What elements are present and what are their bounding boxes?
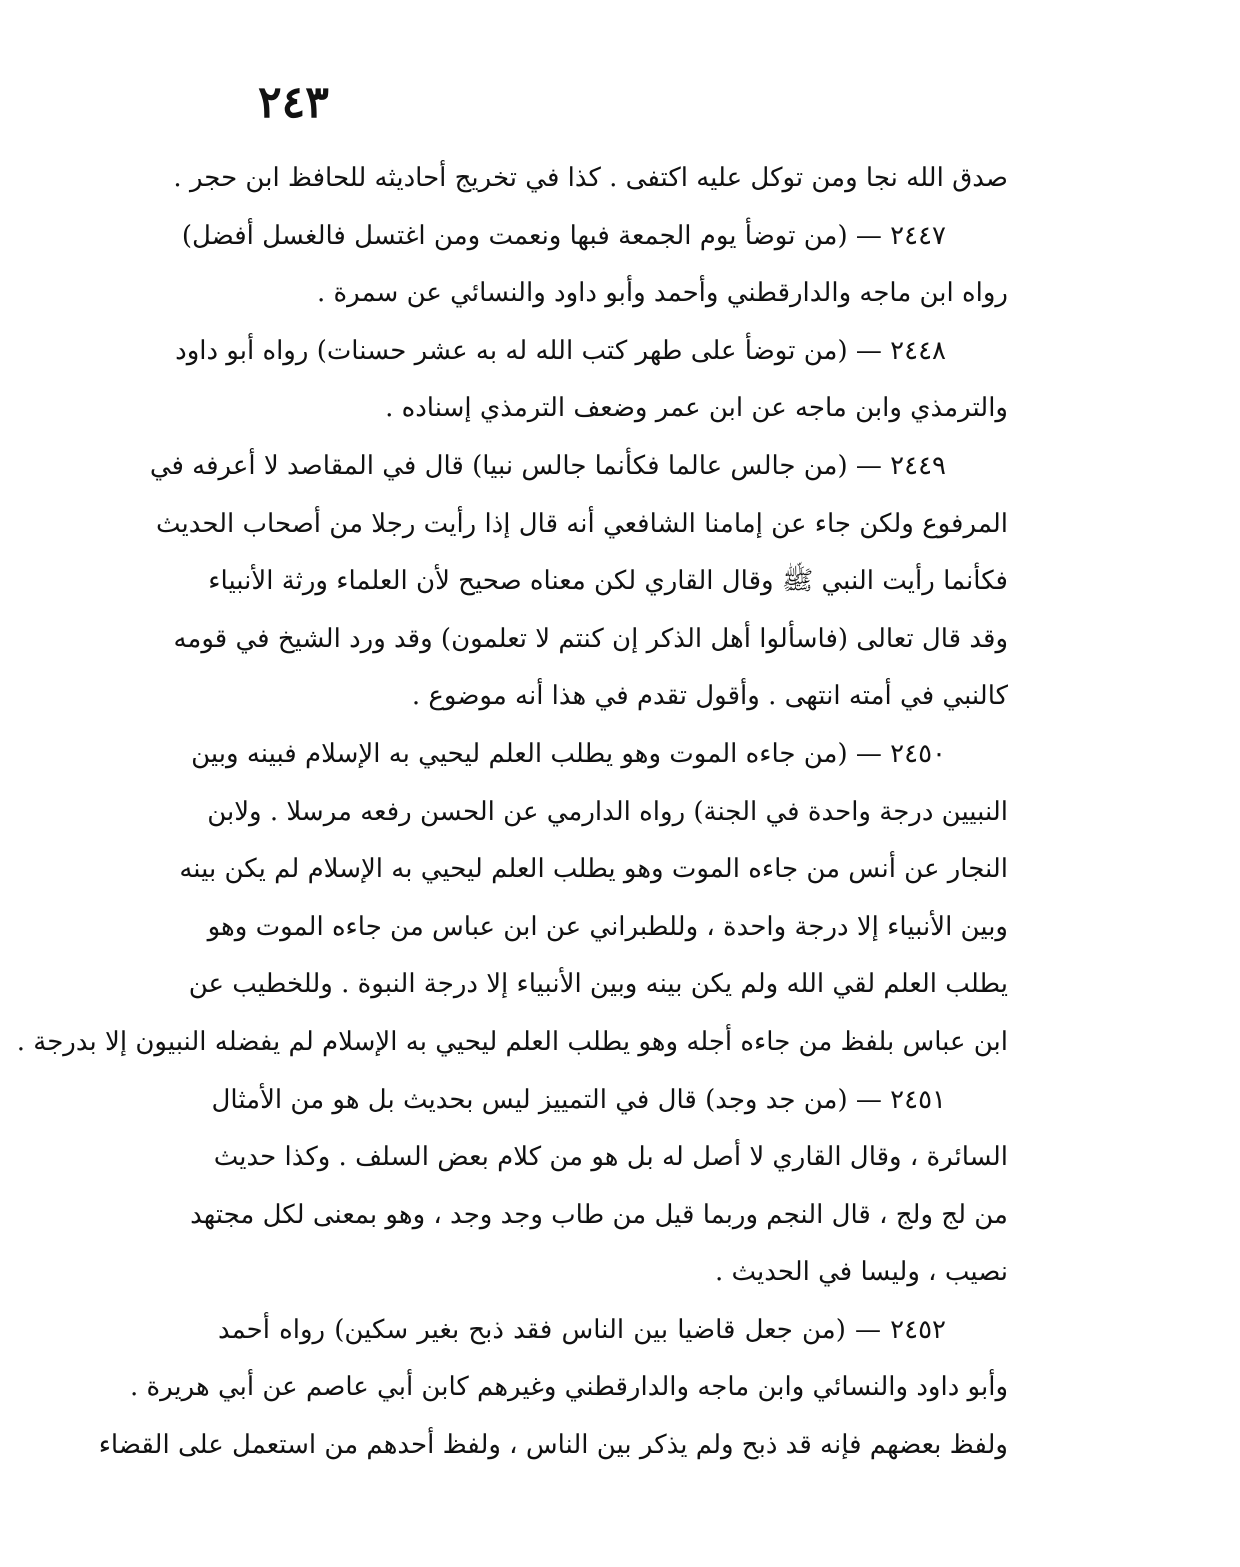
text-line: المرفوع ولكن جاء عن إمامنا الشافعي أنه قال إذا رأيت رجلا من أصحاب الحديث <box>155 508 1008 539</box>
text-line: ولفظ بعضهم فإنه قد ذبح ولم يذكر بين الناس ، ولفظ أحدهم من استعمل على القضاء <box>98 1430 1008 1461</box>
body-text <box>16 150 1008 1475</box>
hadith-2452-heading-line: ٢٤٥٢ — (من جعل قاضيا بين الناس فقد ذبح بغير سكين) رواه أحمد <box>218 1314 946 1345</box>
text-line: ابن عباس بلفظ من جاءه أجله وهو يطلب العلم ليحيي به الإسلام لم يفضله النبيون إلا بدرجة . <box>16 1026 1008 1057</box>
text-line: رواه ابن ماجه والدارقطني وأحمد وأبو داود والنسائي عن سمرة . <box>317 278 1008 309</box>
text-line: كالنبي في أمته انتهى . وأقول تقدم في هذا أنه موضوع . <box>411 681 1008 712</box>
text-line: فكأنما رأيت النبي ﷺ وقال القاري لكن معناه صحيح لأن العلماء ورثة الأنبياء <box>208 566 1008 597</box>
text-line: يطلب العلم لقي الله ولم يكن بينه وبين الأنبياء إلا درجة النبوة . وللخطيب عن <box>188 969 1008 1000</box>
text-line: والترمذي وابن ماجه عن ابن عمر وضعف الترمذي إسناده . <box>385 393 1008 424</box>
hadith-2448-heading-line: ٢٤٤٨ — (من توضأ على طهر كتب الله له به عشر حسنات) رواه أبو داود <box>175 335 946 366</box>
text-line: النجار عن أنس من جاءه الموت وهو يطلب العلم ليحيي به الإسلام لم يكن بينه <box>179 854 1008 885</box>
text-line: وقد قال تعالى (فاسألوا أهل الذكر إن كنتم لا تعلمون) وقد ورد الشيخ في قومه <box>173 623 1008 654</box>
text-line: السائرة ، وقال القاري لا أصل له بل هو من كلام بعض السلف . وكذا حديث <box>213 1142 1008 1173</box>
hadith-2451-heading-line: ٢٤٥١ — (من جد وجد) قال في التمييز ليس بحديث بل هو من الأمثال <box>211 1084 946 1115</box>
text-line: وبين الأنبياء إلا درجة واحدة ، وللطبراني عن ابن عباس من جاءه الموت وهو <box>207 911 1008 942</box>
text-line: النبيين درجة واحدة في الجنة) رواه الدارمي عن الحسن رفعه مرسلا . ولابن <box>207 796 1008 827</box>
text-line: صدق الله نجا ومن توكل عليه اكتفى . كذا في تخريج أحاديثه للحافظ ابن حجر . <box>173 163 1008 193</box>
page-number: ٢٤٣ <box>258 77 329 128</box>
text-line: نصيب ، وليسا في الحديث . <box>714 1257 1008 1288</box>
text-line: وأبو داود والنسائي وابن ماجه والدارقطني وغيرهم كابن أبي عاصم عن أبي هريرة . <box>129 1372 1008 1403</box>
hadith-2447-heading-line: ٢٤٤٧ — (من توضأ يوم الجمعة فبها ونعمت ومن اغتسل فالغسل أفضل) <box>181 220 946 251</box>
text-line: من لج ولج ، قال النجم وربما قيل من طاب وجد وجد ، وهو بمعنى لكل مجتهد <box>190 1199 1008 1230</box>
hadith-2450-heading-line: ٢٤٥٠ — (من جاءه الموت وهو يطلب العلم ليحيي به الإسلام فبينه وبين <box>191 738 946 769</box>
hadith-2449-heading-line: ٢٤٤٩ — (من جالس عالما فكأنما جالس نبيا) قال في المقاصد لا أعرفه في <box>149 450 946 481</box>
